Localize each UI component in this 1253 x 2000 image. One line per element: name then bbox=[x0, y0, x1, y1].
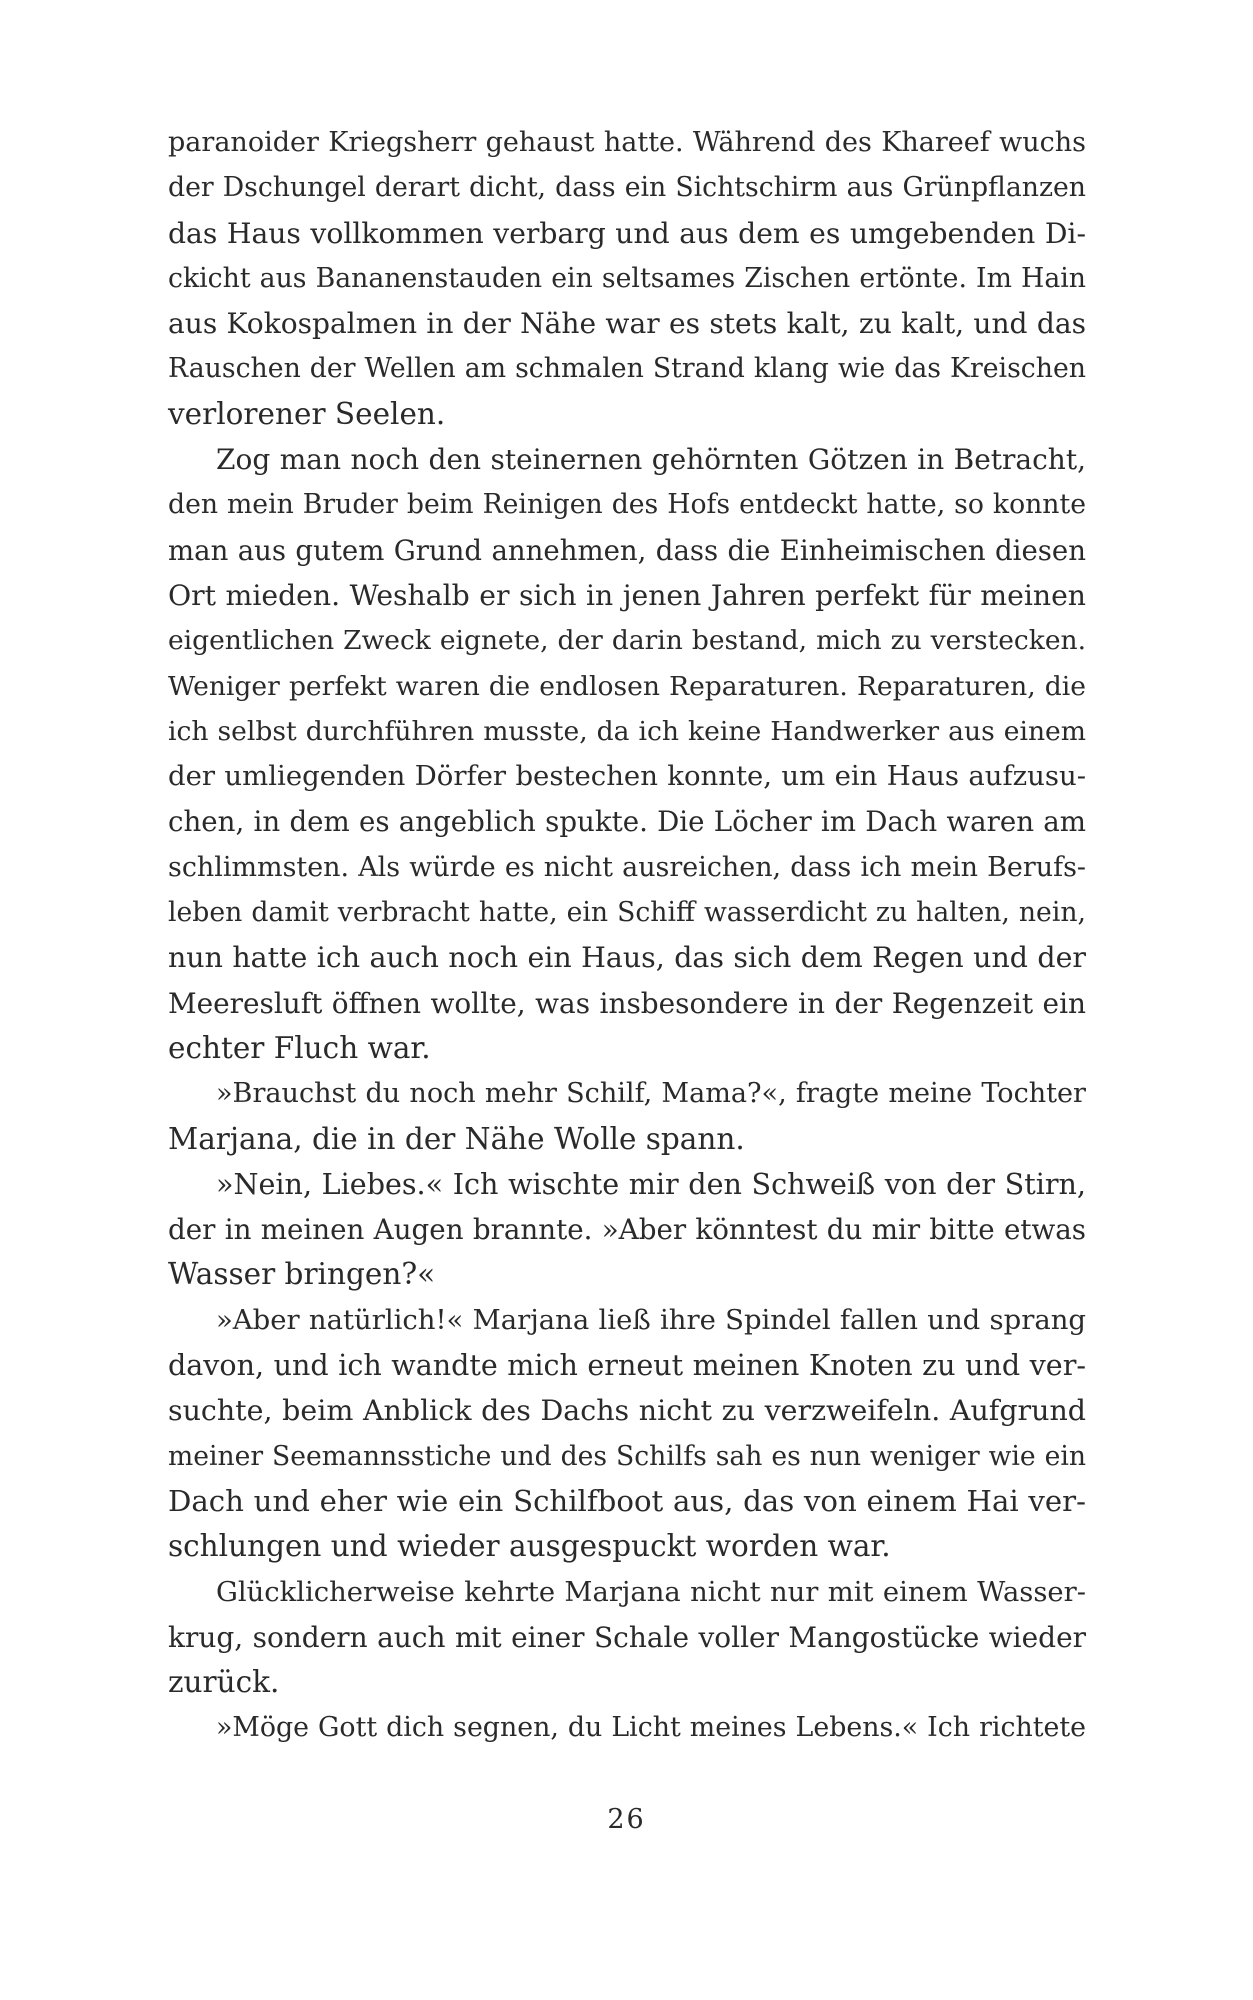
text-line: zurück. bbox=[168, 1665, 280, 1700]
text-line: Wasser bringen?« bbox=[168, 1257, 436, 1292]
text-line: leben damit verbracht hatte, ein Schiff wasserdicht zu halten, nein, bbox=[168, 897, 1086, 929]
text-line: Ort mieden. Weshalb er sich in jenen Jahren perfekt für meinen bbox=[168, 578, 1086, 612]
text-line: davon, und ich wandte mich erneut meinen Knoten zu und ver- bbox=[168, 1348, 1086, 1383]
text-line: Glücklicherweise kehrte Marjana nicht nur mit einem Wasser- bbox=[216, 1576, 1086, 1608]
text-line: der Dschungel derart dicht, dass ein Sichtschirm aus Grünpflanzen bbox=[168, 172, 1086, 204]
text-line: aus Kokospalmen in der Nähe war es stets kalt, zu kalt, und das bbox=[168, 307, 1086, 341]
text-line: man aus gutem Grund annehmen, dass die Einheimischen diesen bbox=[168, 533, 1086, 567]
text-line: Zog man noch den steinernen gehörnten Götzen in Betracht, bbox=[216, 443, 1086, 477]
text-line: krug, sondern auch mit einer Schale voller Mangostücke wieder bbox=[168, 1620, 1086, 1654]
text-line: paranoider Kriegsherr gehaust hatte. Während des Khareef wuchs bbox=[168, 127, 1086, 158]
page-number: 26 bbox=[607, 1804, 646, 1835]
text-line: Marjana, die in der Nähe Wolle spann. bbox=[168, 1121, 745, 1156]
text-line: »Möge Gott dich segnen, du Licht meines Lebens.« Ich richtete bbox=[216, 1712, 1086, 1744]
text-line: schlimmsten. Als würde es nicht ausreichen, dass ich mein Berufs- bbox=[168, 851, 1086, 883]
text-line: schlungen und wieder ausgespuckt worden war. bbox=[168, 1529, 891, 1564]
text-line: ich selbst durchführen musste, da ich keine Handwerker aus einem bbox=[168, 715, 1086, 747]
text-line: Meeresluft öffnen wollte, was insbesondere in der Regenzeit ein bbox=[168, 986, 1086, 1020]
text-line: Weniger perfekt waren die endlosen Reparaturen. Reparaturen, die bbox=[168, 670, 1086, 702]
text-line: »Nein, Liebes.« Ich wischte mir den Schweiß von der Stirn, bbox=[216, 1166, 1086, 1201]
text-line: meiner Seemannsstiche und des Schilfs sah es nun weniger wie ein bbox=[168, 1440, 1086, 1472]
text-line: nun hatte ich auch noch ein Haus, das sich dem Regen und der bbox=[168, 941, 1086, 975]
text-line: Rauschen der Wellen am schmalen Strand klang wie das Kreischen bbox=[168, 353, 1086, 385]
text-line: der in meinen Augen brannte. »Aber könntest du mir bitte etwas bbox=[168, 1213, 1086, 1247]
text-line: verlorener Seelen. bbox=[168, 396, 446, 431]
text-line: echter Fluch war. bbox=[168, 1030, 431, 1065]
body-text bbox=[168, 120, 1086, 1751]
text-line: das Haus vollkommen verbarg und aus dem es umgebenden Di- bbox=[168, 216, 1086, 250]
text-line: chen, in dem es angeblich spukte. Die Löcher im Dach waren am bbox=[168, 805, 1086, 839]
text-line: »Brauchst du noch mehr Schilf, Mama?«, fragte meine Tochter bbox=[216, 1078, 1086, 1110]
text-line: ckicht aus Bananenstauden ein seltsames Zischen ertönte. Im Hain bbox=[168, 262, 1086, 294]
text-line: Dach und eher wie ein Schilfboot aus, das von einem Hai ver- bbox=[168, 1483, 1086, 1518]
text-line: suchte, beim Anblick des Dachs nicht zu verzweifeln. Aufgrund bbox=[168, 1394, 1086, 1428]
text-line: der umliegenden Dörfer bestechen konnte, um ein Haus aufzusu- bbox=[168, 760, 1086, 793]
text-line: eigentlichen Zweck eignete, der darin bestand, mich zu verstecken. bbox=[168, 625, 1086, 657]
text-line: den mein Bruder beim Reinigen des Hofs entdeckt hatte, so konnte bbox=[168, 489, 1086, 521]
text-line: »Aber natürlich!« Marjana ließ ihre Spindel fallen und sprang bbox=[216, 1304, 1086, 1336]
